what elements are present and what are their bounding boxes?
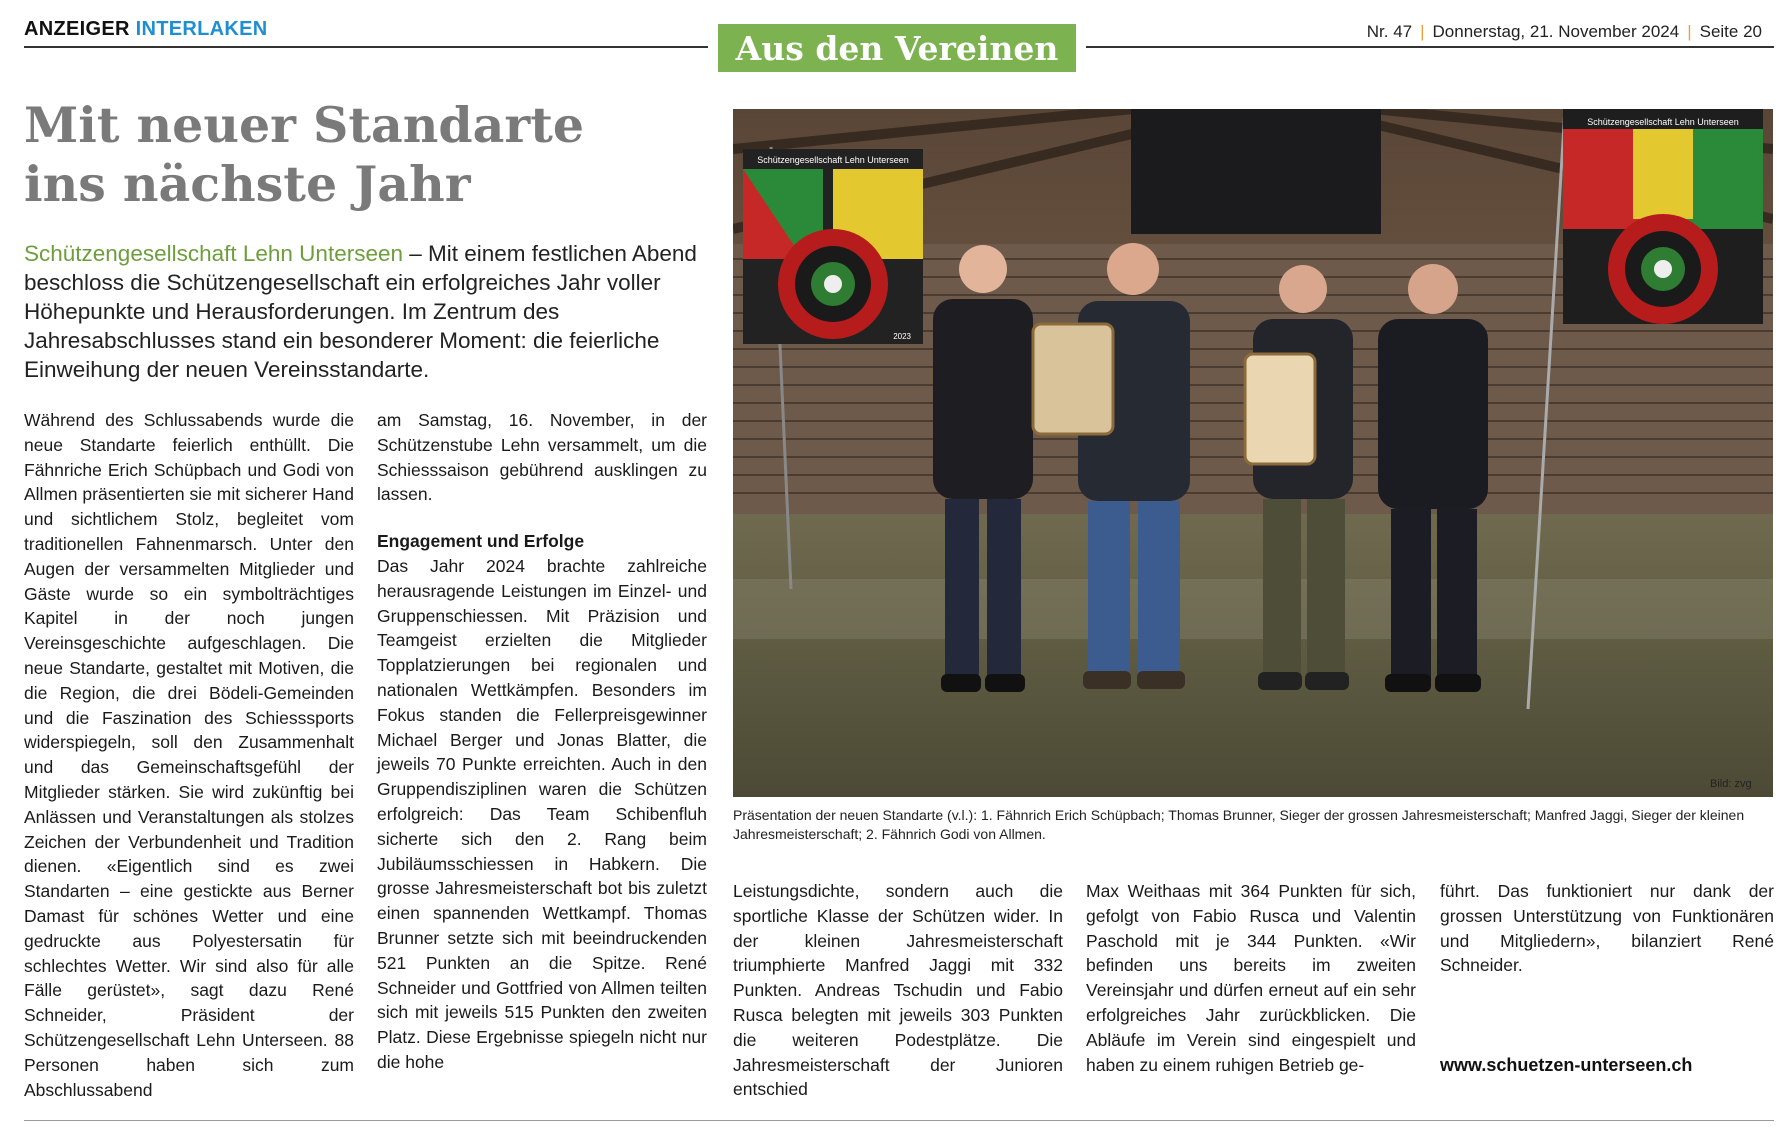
brand-word-interlaken: INTERLAKEN xyxy=(135,18,268,40)
text-column-3 xyxy=(733,879,1063,1102)
newspaper-brand xyxy=(24,18,268,41)
column-2-body: Das Jahr 2024 brachte zahlreiche herausragende Leistungen im Einzel- und Gruppenschiessen. Mit Präzision und Teamgeist erzielten die Mitglieder Topplatzierungen bei regionalen und nationalen Wettkämpfen. Besonders im Fokus standen die Fellerpreisgewinner Michael Berger und Jonas Blatter, die jeweils 70 Punkte erreichten. Auch in den Gruppendisziplinen waren die Schützen erfolgreich: Das Team Schibenfluh sicherte sich den 2. Rang beim Jubiläumsschiessen in Habkern. Die grosse Jahresmeisterschaft bot bis zuletzt einen spannenden Wettkampf. Thomas Brunner setzte sich mit beeindruckenden 521 Punkten an die Spitze. René Schneider und Gottfried von Allmen teilten sich mit jeweils 515 Punkten den zweiten Platz. Diese Ergebnisse spiegeln nicht nur die hohe xyxy=(377,555,707,1072)
issue-number: Nr. 47 xyxy=(1366,22,1413,41)
issue-separator: | xyxy=(1420,22,1425,41)
subheading: Engagement und Erfolge xyxy=(377,531,585,552)
page-number: Seite 20 xyxy=(1699,22,1762,41)
title-line-2: ins nächste Jahr xyxy=(24,155,471,213)
article-title xyxy=(24,96,704,214)
text-column-1 xyxy=(24,408,354,1102)
issue-info xyxy=(1367,22,1762,42)
lead-organisation: Schützengesellschaft Lehn Unterseen xyxy=(24,241,403,266)
brand-word-anzeiger: ANZEIGER xyxy=(24,18,130,40)
website-link[interactable]: www.schuetzen-unterseen.ch xyxy=(1440,1055,1693,1075)
flag-left-text: Schützengesellschaft Lehn Unterseen xyxy=(757,155,909,165)
text-column-2 xyxy=(377,408,707,1075)
article-lead xyxy=(24,239,714,384)
photo-caption: Präsentation der neuen Standarte (v.l.): 1. Fähnrich Erich Schüpbach; Thomas Brunner, Sieger der grossen Jahresmeisterschaft; Manfred Jaggi, Sieger der kleinen Jahresmeisterschaft; 2. Fähnrich Godi von Allmen. xyxy=(733,807,1745,842)
text-column-4 xyxy=(1086,879,1416,1077)
column-2-intro: am Samstag, 16. November, in der Schützenstube Lehn versammelt, um die Schiesssaison gebührend ausklingen zu lassen. xyxy=(377,410,707,505)
title-line-1: Mit neuer Standarte xyxy=(24,96,585,154)
lead-text: – Mit einem festlichen Abend beschloss die Schützengesellschaft ein erfolgreiches Jahr voller Höhepunkte und Herausforderungen. Im Zentrum des Jahresabschlusses stand ein besonderer Moment: die feierliche Einweihung der neuen Vereinsstandarte. xyxy=(24,241,697,382)
page-separator: | xyxy=(1687,22,1692,41)
column-3-text: Leistungsdichte, sondern auch die sportliche Klasse der Schützen wider. In der kleinen Jahresmeisterschaft triumphierte Manfred Jaggi mit 332 Punkten. Andreas Tschudin und Fabio Rusca belegten mit jeweils 303 Punkten die weiteren Podestplätze. Die Jahresmeisterschaft der Junioren entschied xyxy=(733,881,1063,1100)
flag-left-year: 2023 xyxy=(893,332,911,341)
issue-date: Donnerstag, 21. November 2024 xyxy=(1432,22,1680,41)
header-rule-left xyxy=(24,46,708,48)
text-column-5 xyxy=(1440,879,1774,978)
column-5-text: führt. Das funktioniert nur dank der grossen Unterstützung von Funktionären und Mitgliedern», bilanziert René Schneider. xyxy=(1440,881,1774,976)
photo-credit: Bild: zvg xyxy=(1710,778,1752,790)
column-1-text: Während des Schlussabends wurde die neue Standarte feierlich enthüllt. Die Fähnriche Erich Schüpbach und Godi von Allmen präsentierten sie mit sicherer Hand und sichtlichem Stolz, begleitet vom traditionellen Fahnenmarsch. Unter den Augen der versammelten Mitglieder und Gäste wurde so ein symbolträchtiges Kapitel in der noch jungen Vereinsgeschichte aufgeschlagen. Die neue Standarte, gestaltet mit Motiven, die die Region, die drei Bödeli-Gemeinden und die Faszination des Schiesssports widerspiegeln, soll den Zusammenhalt und das Gemeinschaftsgefühl der Mitglieder stärken. Sie wird zukünftig bei Anlässen und Veranstaltungen als stolzes Zeichen der Verbundenheit und Tradition dienen. «Eigentlich sind es zwei Standarten – eine gestickte aus Berner Damast für schönes Wetter und eine gedruckte aus Polyestersatin für schlechtes Wetter. Wir sind also für alle Fälle gerüstet», sagt dazu René Schneider, Präsident der Schützengesellschaft Lehn Unterseen. 88 Personen haben sich zum Abschlussabend xyxy=(24,410,354,1100)
header-rule-right xyxy=(1086,46,1774,48)
photo-illustration xyxy=(733,109,1773,797)
tv-screen-shape xyxy=(1131,109,1381,234)
article-photo xyxy=(733,109,1773,797)
section-label: Aus den Vereinen xyxy=(718,24,1076,72)
flag-right-text: Schützengesellschaft Lehn Unterseen xyxy=(1587,117,1739,127)
footer-rule xyxy=(24,1120,1774,1121)
column-4-text: Max Weithaas mit 364 Punkten für sich, gefolgt von Fabio Rusca und Valentin Paschold mit je 344 Punkten. «Wir befinden uns bereits im zweiten Vereinsjahr und dürfen erneut auf ein sehr erfolgreiches Jahr zurückblicken. Die Abläufe im Verein sind eingespielt und haben zu einem ruhigen Betrieb ge- xyxy=(1086,881,1416,1075)
